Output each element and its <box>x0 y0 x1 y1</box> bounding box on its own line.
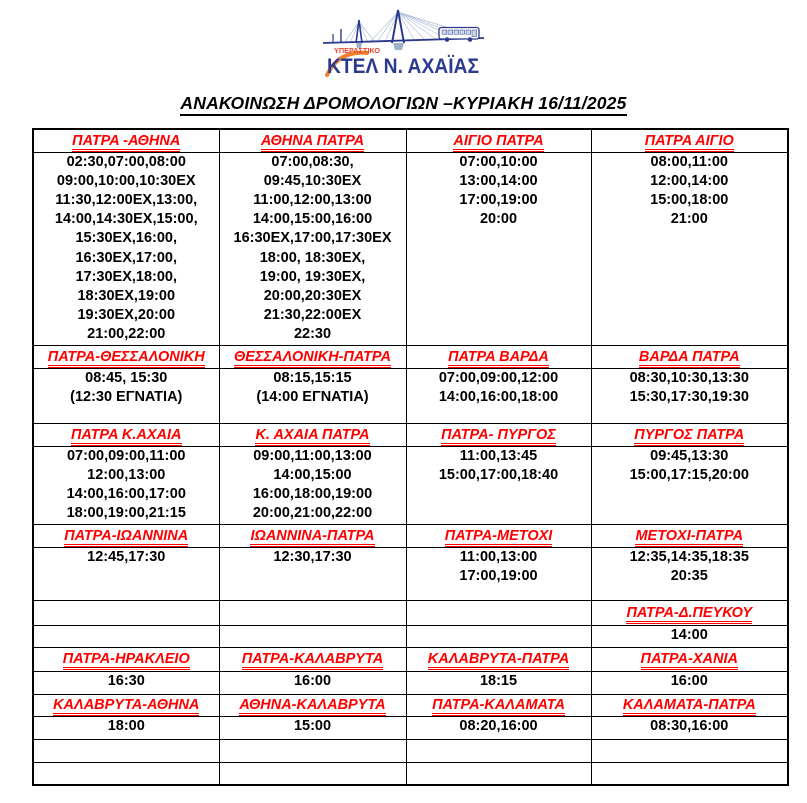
time-line: 09:45,10:30ΕΧ <box>263 172 362 189</box>
time-line: 17:30ΕΧ,18:00, <box>75 268 178 285</box>
table-row <box>33 345 788 368</box>
route-header-cell <box>591 694 788 716</box>
logo-top-text: ΥΠΕΡΑΣΤΙΚΟ <box>334 48 381 55</box>
ktel-logo <box>321 6 486 78</box>
route-header: ΠΑΤΡΑ-ΚΑΛΑΜΑΤΑ <box>432 697 565 716</box>
time-line: 20:00 <box>479 211 518 228</box>
times-cell <box>219 671 406 694</box>
route-header-cell <box>591 345 788 368</box>
time-line: 18:00,19:00,21:15 <box>66 505 186 522</box>
route-header: ΠΑΤΡΑ-ΧΑΝΙΑ <box>641 651 738 670</box>
route-header: ΠΑΤΡΑ-ΙΩΑΝΝΙΝΑ <box>64 528 188 547</box>
route-header-cell <box>591 600 788 625</box>
empty-cell <box>219 739 406 762</box>
route-header-cell <box>406 647 591 671</box>
time-line: 16:00 <box>670 672 708 689</box>
route-header-cell <box>219 129 406 152</box>
times-cell <box>591 547 788 600</box>
time-line: 15:30ΕΧ,16:00, <box>75 230 178 247</box>
time-line: 07:00,09:00,11:00 <box>66 447 186 464</box>
time-line: 16:30ΕΧ,17:00,17:30ΕΧ <box>233 230 392 247</box>
time-line: (12:30 ΕΓΝΑΤΙΑ) <box>70 388 183 405</box>
route-header: ΙΩΑΝΝΙΝΑ-ΠΑΤΡΑ <box>250 528 374 547</box>
times-cell <box>591 625 788 647</box>
route-header-cell <box>33 423 219 446</box>
route-header-cell <box>33 694 219 716</box>
time-line: 21:00 <box>670 211 708 228</box>
table-row <box>33 152 788 345</box>
route-header-cell <box>219 694 406 716</box>
times-cell <box>591 368 788 423</box>
route-header: ΠΑΤΡΑ- ΠΥΡΓΟΣ <box>441 427 556 446</box>
time-line: 16:30 <box>107 672 145 689</box>
time-line: 08:20,16:00 <box>459 717 538 734</box>
time-line: 02:30,07:00,08:00 <box>66 153 186 170</box>
time-line: 11:30,12:00ΕΧ,13:00, <box>55 191 198 208</box>
route-header: ΠΑΤΡΑ Κ.ΑΧΑΙΑ <box>71 427 182 446</box>
empty-cell <box>219 625 406 647</box>
time-line: 17:00,19:00 <box>459 567 538 584</box>
time-line: 15:30,17:30,19:30 <box>629 388 749 405</box>
times-cell <box>33 446 219 524</box>
empty-cell <box>33 739 219 762</box>
table-row <box>33 716 788 739</box>
route-header-cell <box>33 129 219 152</box>
time-line: 15:00,17:15,20:00 <box>629 466 749 483</box>
time-line: 09:45,13:30 <box>650 447 729 464</box>
empty-cell <box>591 739 788 762</box>
time-line: 20:00,20:30ΕΧ <box>263 287 362 304</box>
time-line: 07:00,09:00,12:00 <box>438 369 559 386</box>
route-header: ΘΕΣΣΑΛΟΝΙΚΗ-ΠΑΤΡΑ <box>234 349 391 368</box>
times-cell <box>219 368 406 423</box>
empty-cell <box>219 762 406 785</box>
route-header-cell <box>219 524 406 547</box>
time-line: 08:45, 15:30 <box>85 369 168 386</box>
times-cell <box>219 716 406 739</box>
route-header-cell <box>219 345 406 368</box>
route-header: ΠΑΤΡΑ-ΗΡΑΚΛΕΙΟ <box>63 651 190 670</box>
time-line: 16:00 <box>293 672 332 689</box>
route-header: ΠΑΤΡΑ-ΜΕΤΟΧΙ <box>445 528 553 547</box>
times-cell <box>33 671 219 694</box>
time-line: 14:00,16:00,17:00 <box>66 485 186 502</box>
route-header: ΑΙΓΙΟ ΠΑΤΡΑ <box>453 133 543 152</box>
table-row <box>33 647 788 671</box>
time-line: 08:30,16:00 <box>650 717 729 734</box>
time-line: (14:00 ΕΓΝΑΤΙΑ) <box>256 388 369 405</box>
empty-cell <box>406 762 591 785</box>
time-line: 15:00,18:00 <box>650 191 729 208</box>
times-cell <box>33 547 219 600</box>
times-cell <box>406 152 591 345</box>
table-row <box>33 129 788 152</box>
time-line: 22:30 <box>293 326 332 343</box>
route-header: ΒΑΡΔΑ ΠΑΤΡΑ <box>639 349 740 368</box>
route-header-cell <box>33 524 219 547</box>
empty-cell <box>219 600 406 625</box>
page-title: ΑΝΑΚΟΙΝΩΣΗ ΔΡΟΜΟΛΟΓΙΩΝ –ΚΥΡΙΑΚΗ 16/11/2025 <box>180 93 626 116</box>
time-line: 18:15 <box>479 672 518 689</box>
time-line: 19:00, 19:30ΕΧ, <box>259 268 366 285</box>
route-header-cell <box>33 345 219 368</box>
time-line: 13:00,14:00 <box>459 172 538 189</box>
times-cell <box>406 368 591 423</box>
route-header-cell <box>33 647 219 671</box>
time-line: 14:00,15:00,16:00 <box>252 211 373 228</box>
time-line: 11:00,12:00,13:00 <box>253 191 372 208</box>
time-line: 18:00, 18:30ΕΧ, <box>259 249 366 266</box>
time-line: 14:00 <box>670 626 708 643</box>
times-cell <box>406 716 591 739</box>
time-line: 14:00,14:30ΕΧ,15:00, <box>54 211 198 228</box>
route-header: ΠΑΤΡΑ-ΚΑΛΑΒΡΥΤΑ <box>242 651 383 670</box>
time-line: 20:35 <box>670 567 708 584</box>
time-line: 18:00 <box>107 717 145 734</box>
empty-cell <box>33 625 219 647</box>
time-line: 09:00,10:00,10:30ΕΧ <box>56 172 196 189</box>
empty-cell <box>591 762 788 785</box>
times-cell <box>219 152 406 345</box>
times-cell <box>591 446 788 524</box>
time-line: 12:30,17:30 <box>273 548 352 565</box>
times-cell <box>591 671 788 694</box>
route-header-cell <box>406 423 591 446</box>
time-line: 21:00,22:00 <box>87 326 166 343</box>
time-line: 15:00,17:00,18:40 <box>438 466 559 483</box>
time-line: 17:00,19:00 <box>459 191 538 208</box>
route-header: ΠΑΤΡΑ -ΑΘΗΝΑ <box>72 133 180 152</box>
bridge-pier-main <box>393 43 404 50</box>
empty-cell <box>406 739 591 762</box>
schedule-table <box>32 128 789 786</box>
route-header: ΠΥΡΓΟΣ ΠΑΤΡΑ <box>634 427 744 446</box>
route-header-cell <box>406 129 591 152</box>
table-row <box>33 600 788 625</box>
route-header-cell <box>591 423 788 446</box>
bridge-pylon-mid <box>356 20 362 43</box>
times-cell <box>406 446 591 524</box>
time-line: 21:30,22:00ΕΧ <box>263 307 362 324</box>
time-line: 07:00,10:00 <box>459 153 538 170</box>
route-header: ΑΘΗΝΑ ΠΑΤΡΑ <box>261 133 364 152</box>
time-line: 08:30,10:30,13:30 <box>629 369 749 386</box>
route-header-cell <box>219 423 406 446</box>
table-row <box>33 739 788 762</box>
route-header: ΠΑΤΡΑ-Δ.ΠΕΥΚΟΥ <box>626 605 752 624</box>
route-header: Κ. ΑΧΑΙΑ ΠΑΤΡΑ <box>255 427 369 446</box>
time-line: 20:00,21:00,22:00 <box>252 505 373 522</box>
schedule-table-body <box>33 129 788 785</box>
time-line: 15:00 <box>293 717 332 734</box>
empty-cell <box>406 625 591 647</box>
route-header: ΠΑΤΡΑ ΒΑΡΔΑ <box>448 349 549 368</box>
times-cell <box>219 446 406 524</box>
time-line: 12:45,17:30 <box>87 548 166 565</box>
time-line: 18:30ΕΧ,19:00 <box>77 287 176 304</box>
table-row <box>33 625 788 647</box>
route-header: ΜΕΤΟΧΙ-ΠΑΤΡΑ <box>635 528 743 547</box>
time-line: 16:00,18:00,19:00 <box>252 485 373 502</box>
empty-cell <box>33 762 219 785</box>
times-cell <box>406 547 591 600</box>
table-row <box>33 671 788 694</box>
time-line: 14:00,16:00,18:00 <box>438 388 559 405</box>
table-row <box>33 368 788 423</box>
route-header-cell <box>406 524 591 547</box>
route-header-cell <box>591 524 788 547</box>
times-cell <box>406 671 591 694</box>
logo-container <box>0 0 807 78</box>
table-row <box>33 446 788 524</box>
route-header-cell <box>406 694 591 716</box>
times-cell <box>591 716 788 739</box>
route-header-cell <box>219 647 406 671</box>
time-line: 08:15,15:15 <box>273 369 352 386</box>
table-row <box>33 694 788 716</box>
table-row <box>33 762 788 785</box>
times-cell <box>33 716 219 739</box>
route-header-cell <box>591 129 788 152</box>
time-line: 12:00,14:00 <box>650 172 729 189</box>
time-line: 09:00,11:00,13:00 <box>253 447 372 464</box>
time-line: 14:00,15:00 <box>273 466 352 483</box>
route-header-cell <box>591 647 788 671</box>
time-line: 11:00,13:00 <box>459 548 538 565</box>
route-header: ΠΑΤΡΑ-ΘΕΣΣΑΛΟΝΙΚΗ <box>48 349 205 368</box>
time-line: 12:00,13:00 <box>87 466 166 483</box>
route-header: ΚΑΛΑΜΑΤΑ-ΠΑΤΡΑ <box>623 697 756 716</box>
route-header: ΑΘΗΝΑ-ΚΑΛΑΒΡΥΤΑ <box>239 697 385 716</box>
empty-cell <box>406 600 591 625</box>
table-row <box>33 524 788 547</box>
time-line: 19:30ΕΧ,20:00 <box>77 307 176 324</box>
time-line: 12:35,14:35,18:35 <box>629 548 749 565</box>
time-line: 11:00,13:45 <box>459 447 538 464</box>
time-line: 08:00,11:00 <box>650 153 728 170</box>
empty-cell <box>33 600 219 625</box>
table-row <box>33 423 788 446</box>
table-row <box>33 547 788 600</box>
time-line: 16:30ΕΧ,17:00, <box>75 249 178 266</box>
time-line: 07:00,08:30, <box>271 153 354 170</box>
route-header: ΚΑΛΑΒΡΥΤΑ-ΑΘΗΝΑ <box>53 697 199 716</box>
logo-main-text: ΚΤΕΛ Ν. ΑΧΑΪΑΣ <box>327 55 479 78</box>
route-header-cell <box>406 345 591 368</box>
times-cell <box>33 368 219 423</box>
route-header: ΚΑΛΑΒΡΥΤΑ-ΠΑΤΡΑ <box>428 651 569 670</box>
times-cell <box>33 152 219 345</box>
route-header: ΠΑΤΡΑ ΑΙΓΙΟ <box>645 133 734 152</box>
title-row <box>0 93 807 114</box>
times-cell <box>219 547 406 600</box>
times-cell <box>591 152 788 345</box>
